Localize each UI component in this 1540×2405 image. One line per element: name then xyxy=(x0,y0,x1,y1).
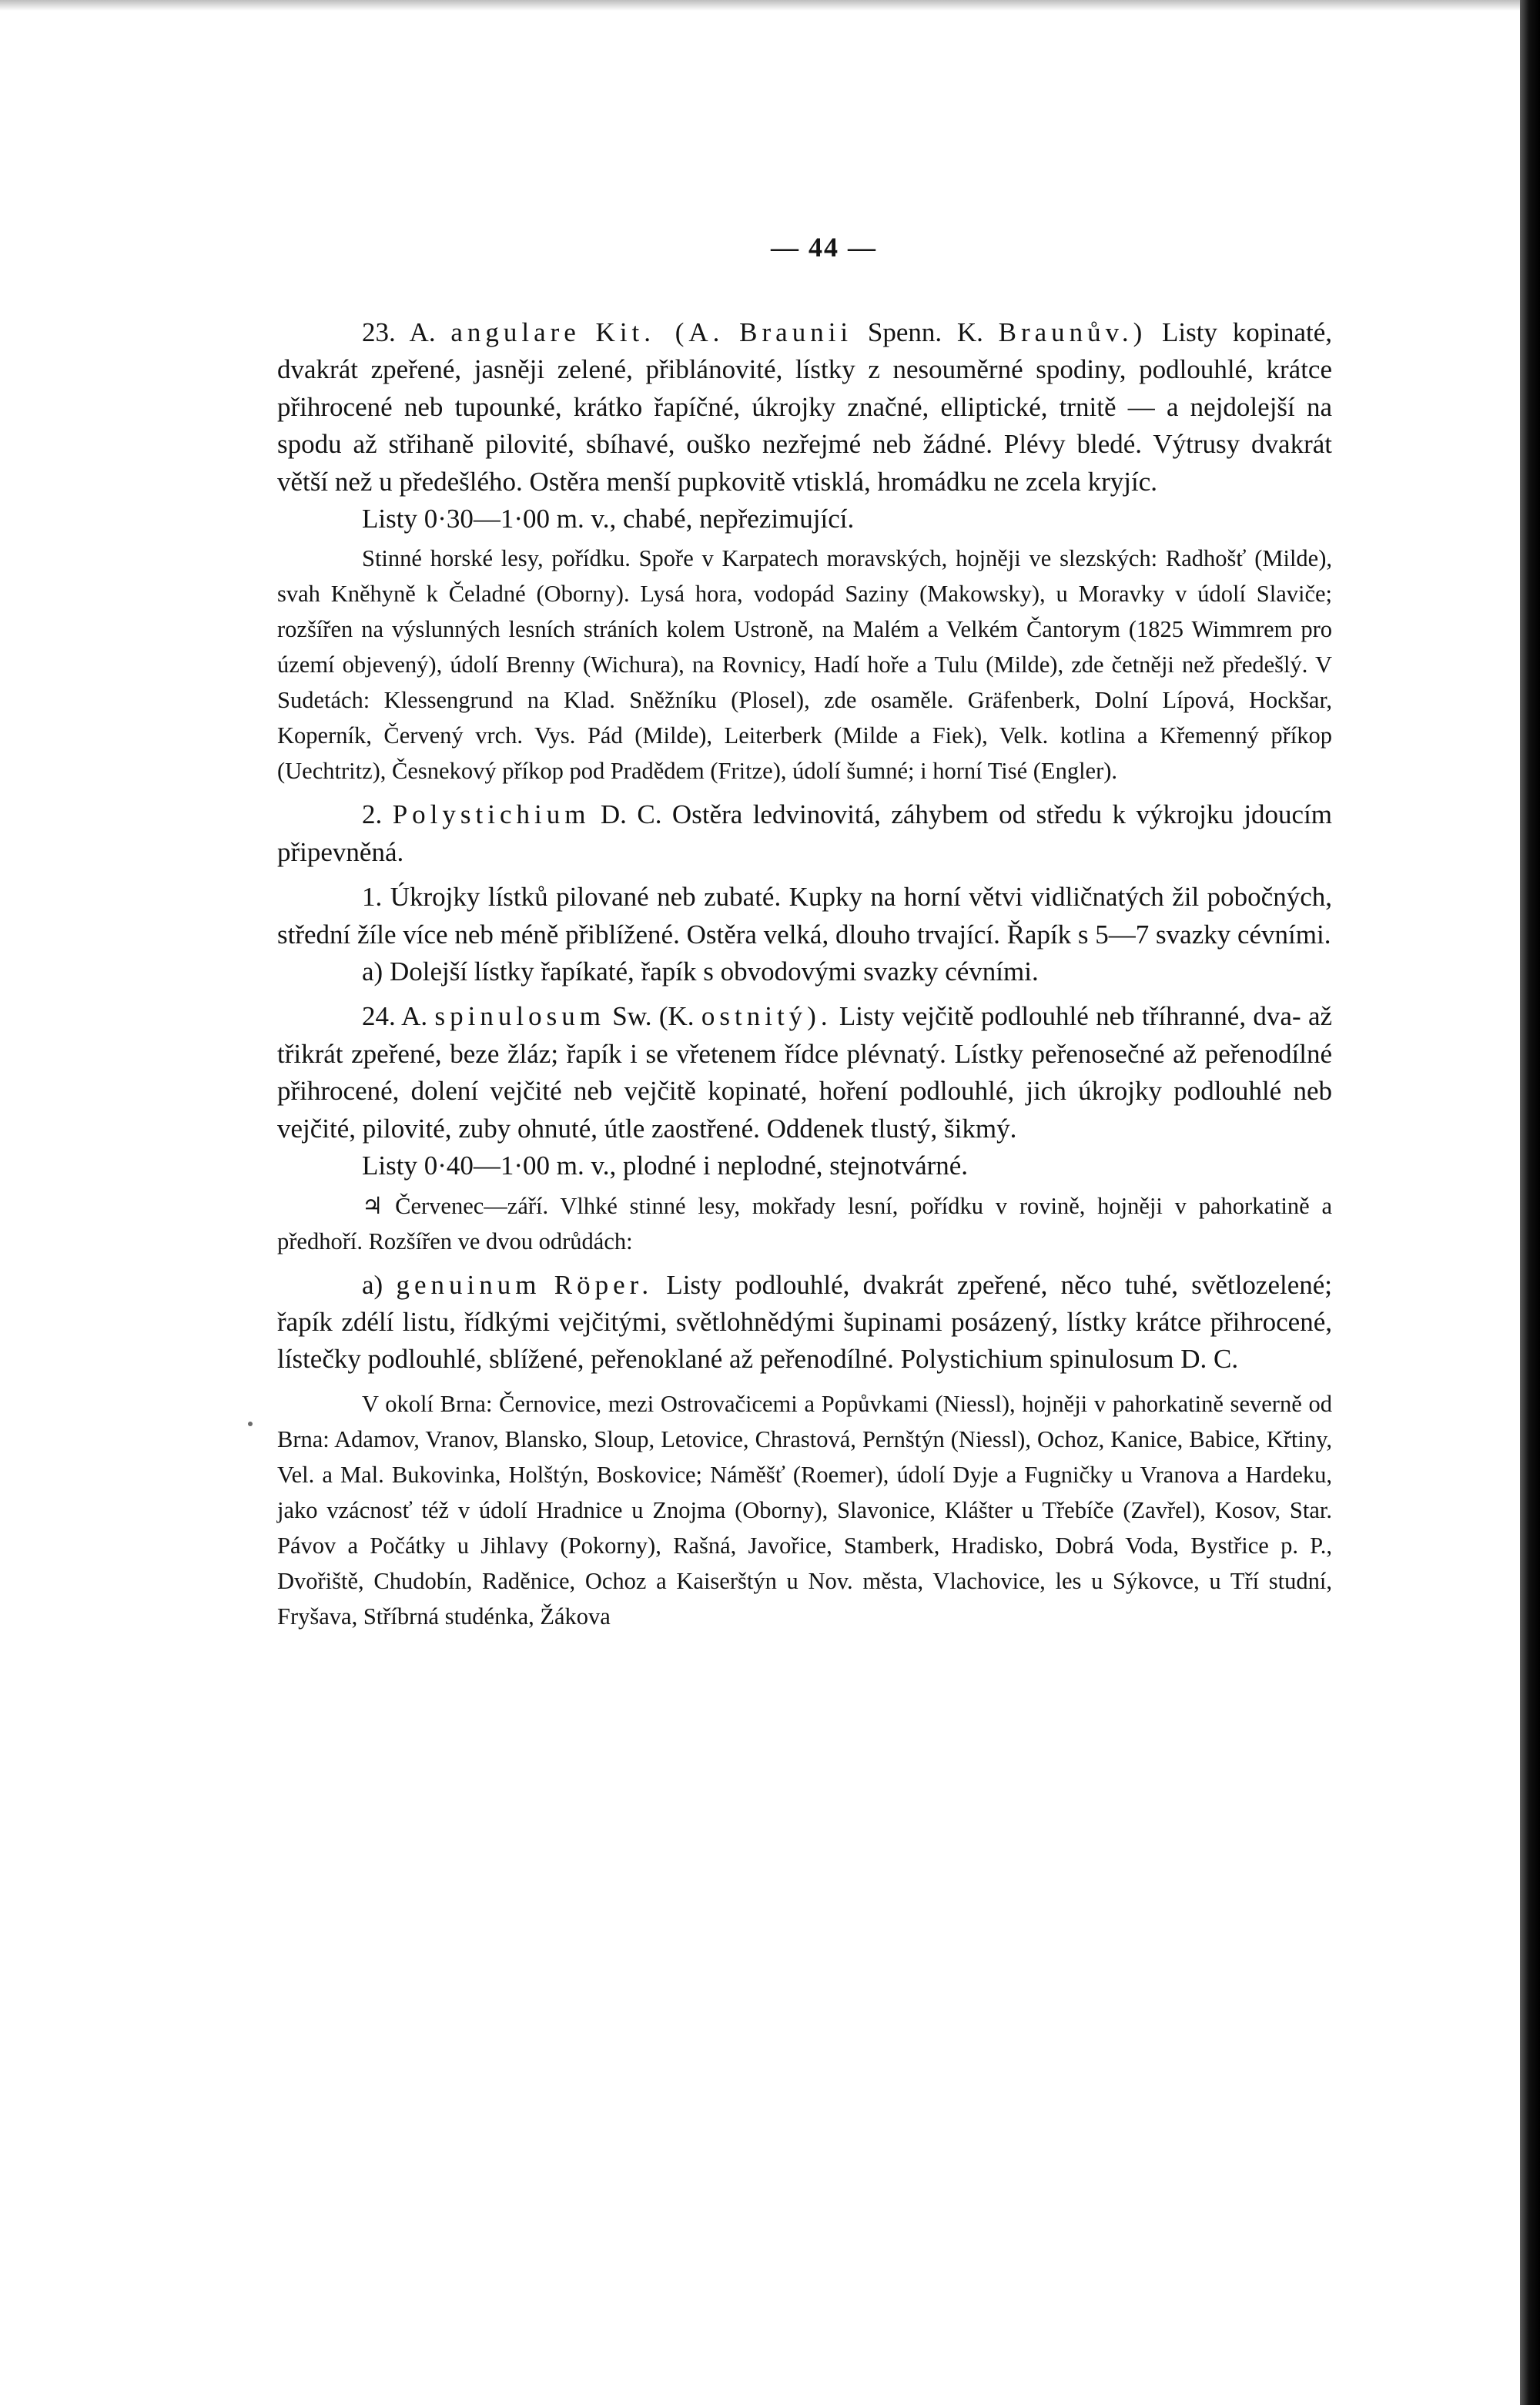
variety-author: Röper. xyxy=(554,1269,654,1300)
species-23-author: Kit. (A. xyxy=(595,317,725,347)
genus-2-author: D. C. xyxy=(600,799,662,830)
species-23-leaves: Listy 0·30—1·00 m. v., chabé, nepřezimující. xyxy=(362,504,855,534)
variety-label: a) xyxy=(362,1269,383,1300)
margin-dot xyxy=(248,1422,253,1426)
species-23-number: 23. A. xyxy=(362,317,436,347)
group-1-key: 1. Úkrojky lístků pilované neb zubaté. Kupky na horní větvi vidličnatých žil pobočných, střední žíle více neb méně přiblížené. Ostěra velká, dlouho trvající. Řapík s 5—7 svazky cévními. xyxy=(277,882,1332,950)
species-23-czech-name: Braunův.) xyxy=(998,317,1147,347)
species-23-synonym-author: Spenn. K. xyxy=(867,317,983,347)
species-24-leaves: Listy 0·40—1·00 m. v., plodné i neplodné, stejnotvárné. xyxy=(362,1151,969,1181)
genus-2-description: Ostěra ledvinovitá, záhybem od středu k výkrojku jdoucím připevněná. xyxy=(277,799,1333,867)
variety-genuinum-entry xyxy=(277,1267,1332,1378)
genus-2-number: 2. xyxy=(362,799,383,830)
page-number: — 44 — xyxy=(771,232,877,263)
species-24-entry xyxy=(277,998,1332,1147)
species-23-entry xyxy=(277,314,1332,501)
genus-2-entry xyxy=(277,796,1332,871)
group-a-key: a) Dolejší lístky řapíkaté, řapík s obvodovými svazky cévními. xyxy=(362,956,1039,987)
species-24-description: Listy vejčitě podlouhlé neb tříhranné, dva- až třikrát zpeřené, beze žláz; řapík i se vřetenem řídce plévnatý. Lístky peřenosečné až peřenodílné přihrocené, dolení vejčité neb vejčitě kopinaté, hoření podlouhlé, jich úkrojky podlouhlé neb vejčité, pilovité, zuby ohnuté, útle zaostřené. Oddenek tlustý, šikmý. xyxy=(277,1001,1333,1144)
variety-name: genuinum xyxy=(396,1269,541,1300)
species-23-description: Listy kopinaté, dvakrát zpeřené, jasněji zelené, přiblánovité, lístky z nesouměrné spodiny, podlouhlé, krátce přihrocené neb tupounké, krátko řapíčné, úkrojky značné, elliptické, trnitě — a nejdolejší na spodu až střihaně pilovité, sbíhavé, ouško nezřejmé neb žádné. Plévy bledé. Výtrusy dvakrát větší než u předešlého. Ostěra menší pupkovitě vtisklá, hromádku ne zcela kryjíc. xyxy=(277,317,1332,497)
variety-description: Listy podlouhlé, dvakrát zpeřené, něco tuhé, světlozelené; řapík zdélí listu, řídkými vejčitými, světlohnědými šupinami posázený, lístky krátce přihrocené, lístečky podlouhlé, sblížené, peřenoklané až peřenodílné. Polystichium spinulosum D. C. xyxy=(277,1269,1332,1375)
species-23-synonym: Braunii xyxy=(739,317,853,347)
species-23-habitat: Stinné horské lesy, pořídku. Spoře v Karpatech moravských, hojněji ve slezských: Radhošť (Milde), svah Kněhyně k Čeladné (Oborny). Lysá hora, vodopád Saziny (Makowsky), u Moravky v údolí Slaviče; rozšířen na výslunných lesních stráních kolem Ustroně, na Malém a Velkém Čantorym (1825 Wimmrem pro území objevený), údolí Brenny (Wichura), na Rovnicy, Hadí hoře a Tulu (Milde), zde četněji než předešlý. V Sudetách: Klessengrund na Klad. Sněžníku (Plosel), zde osaměle. Gräfenberk, Dolní Lípová, Hockšar, Koperník, Červený vrch. Vys. Pád (Milde), Leiterberk (Milde a Fiek), Velk. kotlina a Křemenný příkop (Uechtritz), Česnekový příkop pod Pradědem (Fritze), údolí šumné; i horní Tisé (Engler). xyxy=(277,545,1332,785)
page-body xyxy=(277,314,1332,1634)
species-24-czech-name: ostnitý). xyxy=(701,1001,832,1032)
species-23-name: angulare xyxy=(450,317,581,347)
species-24-name: spinulosum xyxy=(434,1001,605,1032)
genus-2-name: Polystichium xyxy=(392,799,591,830)
species-24-author: Sw. (K. xyxy=(612,1001,695,1032)
variety-localities: V okolí Brna: Černovice, mezi Ostrovačicemi a Popůvkami (Niessl), hojněji v pahorkatině severně od Brna: Adamov, Vranov, Blansko, Sloup, Letovice, Chrastová, Pernštýn (Niessl), Ochoz, Kanice, Babice, Křtiny, Vel. a Mal. Bukovinka, Holštýn, Boskovice; Náměšť (Roemer), údolí Dyje a Fugničky u Vranova a Hardeku, jako vzácnosť též v údolí Hradnice u Znojma (Oborny), Slavonice, Klášter u Třebíče (Zavřel), Kosov, Star. Pávov a Počátky u Jihlavy (Pokorny), Rašná, Javořice, Stamberk, Hradisko, Dobrá Voda, Bystřice p. P., Dvořiště, Chudobín, Raděnice, Ochoz a Kaiserštýn u Nov. města, Vlachovice, les u Sýkovce, u Tří studní, Fryšava, Stříbrná studénka, Žákova xyxy=(277,1390,1332,1630)
species-24-habitat: ♃ Červenec—září. Vlhké stinné lesy, mokřady lesní, pořídku v rovině, hojněji v pahorkatině a předhoří. Rozšířen ve dvou odrůdách: xyxy=(277,1192,1332,1254)
species-24-number: 24. A. xyxy=(362,1001,428,1032)
